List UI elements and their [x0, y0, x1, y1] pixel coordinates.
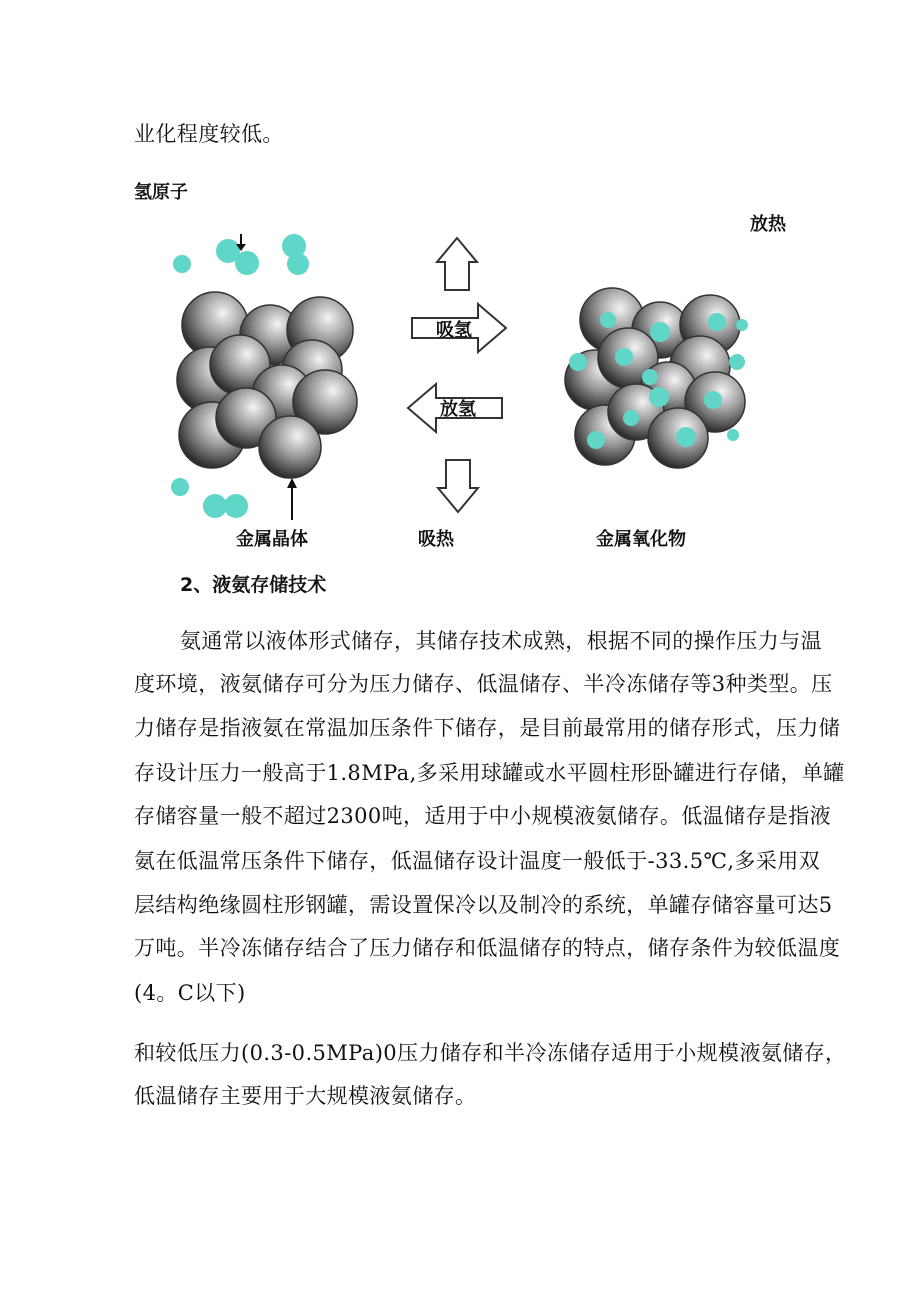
- intro-line: 业化程度较低。: [134, 122, 284, 146]
- heat-up-arrow-icon: [437, 238, 477, 290]
- paragraph-line: 力储存是指液氨在常温加压条件下储存，是目前最常用的储存形式，压力储: [134, 716, 841, 740]
- hydrogen-atom: [173, 255, 191, 273]
- hydrogen-atom: [708, 313, 726, 331]
- hydrogen-atom: [623, 410, 639, 426]
- paragraph-line: 存设计压力一般高于1.8MPa,多采用球罐或水平圆柱形卧罐进行存储，单罐: [134, 761, 845, 785]
- hydrogen-atom: [600, 312, 616, 328]
- paragraph-line: 层结构绝缘圆柱形钢罐，需设置保冷以及制冷的系统，单罐存储容量可达5: [134, 893, 833, 917]
- hydrogen-atom: [235, 251, 259, 275]
- paragraph-line: 低温储存主要用于大规模液氨储存。: [134, 1084, 477, 1108]
- release-hydrogen-label: 放氢: [440, 399, 476, 420]
- hydrogen-atom: [171, 478, 189, 496]
- paragraph-line: 万吨。半冷冻储存结合了压力储存和低温储存的特点，储存条件为较低温度: [134, 936, 841, 960]
- exothermic-label: 放热: [750, 214, 786, 235]
- hydrogen-atom: [587, 431, 605, 449]
- section-heading: 2、液氨存储技术: [180, 574, 327, 596]
- hydrogen-atom: [569, 353, 587, 371]
- hydrogen-atom-label: 氢原子: [134, 182, 188, 203]
- hydrogen-atom: [676, 427, 696, 447]
- paragraph-line: 度环境，液氨储存可分为压力储存、低温储存、半冷冻储存等3种类型。压: [134, 672, 833, 696]
- hydrogen-atom: [649, 387, 669, 407]
- hydrogen-atom: [224, 494, 248, 518]
- metal-hydride-label: 金属氧化物: [596, 529, 686, 550]
- paragraph-line: 存储容量一般不超过2300吨，适用于中小规模液氨储存。低温储存是指液: [134, 804, 832, 828]
- hydrogen-atom: [729, 354, 745, 370]
- endothermic-label: 吸热: [418, 529, 454, 550]
- paragraph-line: 氨通常以液体形式储存，其储存技术成熟，根据不同的操作压力与温: [180, 629, 822, 653]
- hydrogen-absorption-figure: [0, 0, 920, 560]
- paragraph-line: (4。C以下): [134, 981, 246, 1005]
- hydrogen-atom: [650, 322, 670, 342]
- metal-atom-sphere: [259, 416, 321, 478]
- absorb-hydrogen-label: 吸氢: [436, 320, 472, 341]
- heat-down-arrow-icon: [438, 460, 478, 512]
- metal-crystal: [177, 292, 357, 478]
- hydrogen-atom: [615, 348, 633, 366]
- hydrogen-atom: [203, 494, 227, 518]
- paragraph-line: 氨在低温常压条件下储存，低温储存设计温度一般低于-33.5℃,多采用双: [134, 849, 821, 873]
- hydrogen-atom: [727, 429, 739, 441]
- hydrogen-atom: [736, 319, 748, 331]
- hydrogen-atom: [287, 253, 309, 275]
- paragraph-line: 和较低压力(0.3-0.5MPa)0压力储存和半冷冻储存适用于小规模液氨储存，: [134, 1041, 847, 1065]
- hydrogen-atom: [704, 391, 722, 409]
- metal-crystal-label: 金属晶体: [236, 529, 308, 550]
- hydrogen-atom: [642, 369, 658, 385]
